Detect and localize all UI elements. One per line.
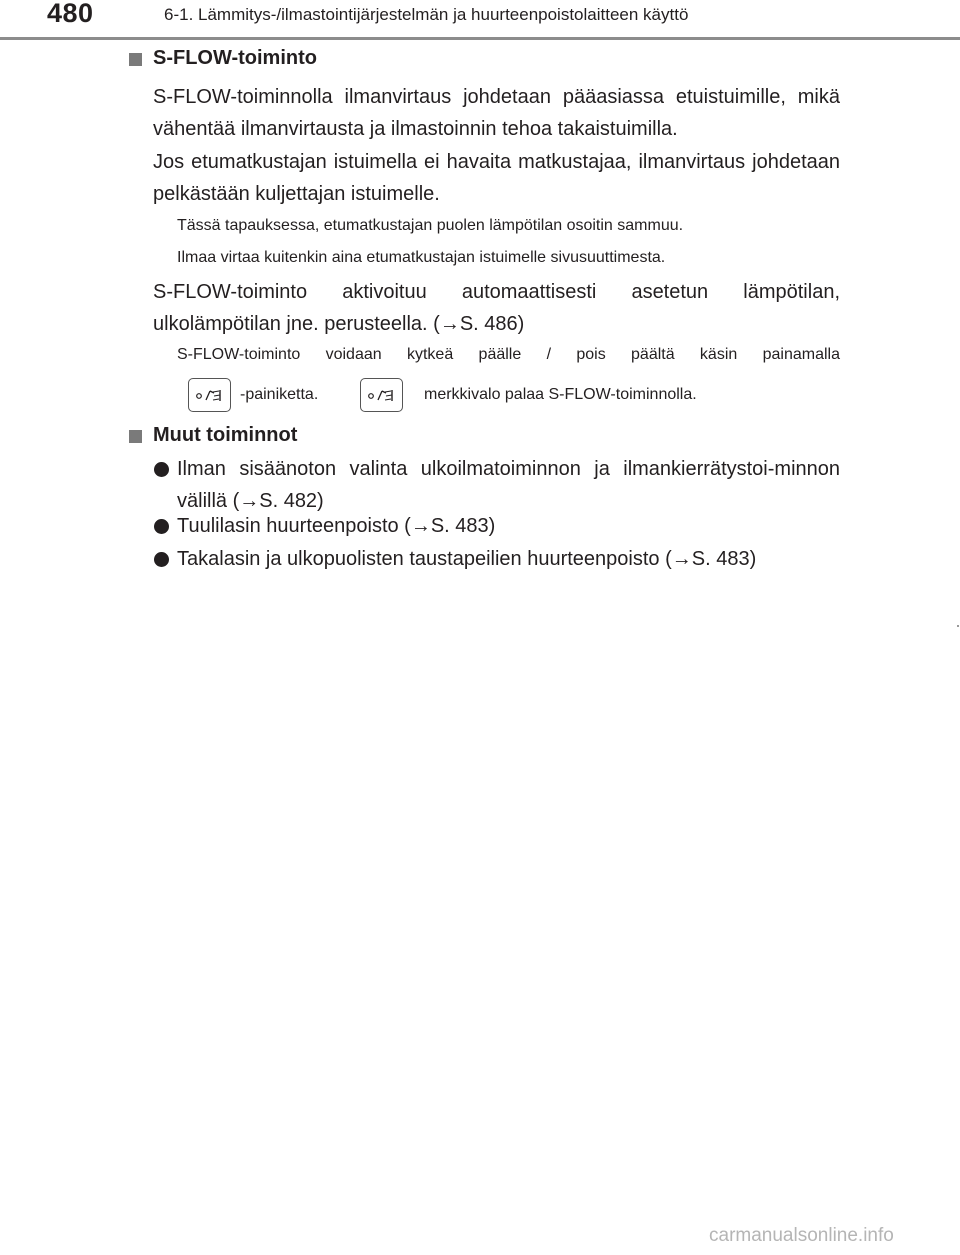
page-number: 480 [47, 0, 94, 28]
indicator-text: merkkivalo palaa S-FLOW-toiminnolla. [424, 386, 697, 403]
chapter-title: 6-1. Lämmitys-/ilmastointijärjestelmän ja huurteenpoistolaitteen käyttö [164, 5, 689, 24]
paragraph-sflow-3: S-FLOW-toiminto aktivoituu automaattisesti asetetun lämpötilan, ulkolämpötilan jne. perusteella. (→S. 486) [153, 281, 840, 335]
s-flow-seat-icon [361, 379, 404, 413]
list-item: Takalasin ja ulkopuolisten taustapeilien huurteenpoisto (→S. 483) [177, 548, 757, 570]
list-item: Ilman sisäänoton valinta ulkoilmatoiminnon ja ilmankierrätystoi-minnon välillä (→S. 482) [177, 458, 840, 512]
header-rule [0, 37, 960, 40]
paragraph-sflow-2: Jos etumatkustajan istuimella ei havaita matkustajaa, ilmanvirtaus johdetaan pelkästään kuljettajan istuimelle. [153, 151, 840, 205]
edge-mark [957, 625, 959, 627]
page-header [0, 0, 960, 40]
list-item: Tuulilasin huurteenpoisto (→S. 483) [177, 515, 496, 537]
watermark: carmanualsonline.info [709, 1225, 894, 1246]
note-sflow-2: Ilmaa virtaa kuitenkin aina etumatkustajan istuimelle sivusuuttimesta. [177, 249, 666, 266]
note-sflow-3: S-FLOW-toiminto voidaan kytkeä päälle / pois päältä käsin painamalla [177, 346, 840, 363]
s-flow-indicator [360, 378, 403, 412]
s-flow-seat-icon [189, 379, 232, 413]
button-suffix-text: -painiketta. [240, 386, 319, 403]
square-bullet-icon [129, 430, 142, 443]
bullet-icon [154, 552, 169, 567]
bullet-icon [154, 462, 169, 477]
bullet-icon [154, 519, 169, 534]
s-flow-button [188, 378, 231, 412]
section-heading-muut: Muut toiminnot [153, 424, 298, 446]
square-bullet-icon [129, 53, 142, 66]
section-heading-sflow: S-FLOW-toiminto [153, 47, 317, 69]
note-sflow-1: Tässä tapauksessa, etumatkustajan puolen lämpötilan osoitin sammuu. [177, 217, 684, 234]
paragraph-sflow-1: S-FLOW-toiminnolla ilmanvirtaus johdetaan pääasiassa etuistuimille, mikä vähentää ilmanvirtausta ja ilmastoinnin tehoa takaistuimilla. [153, 86, 840, 140]
